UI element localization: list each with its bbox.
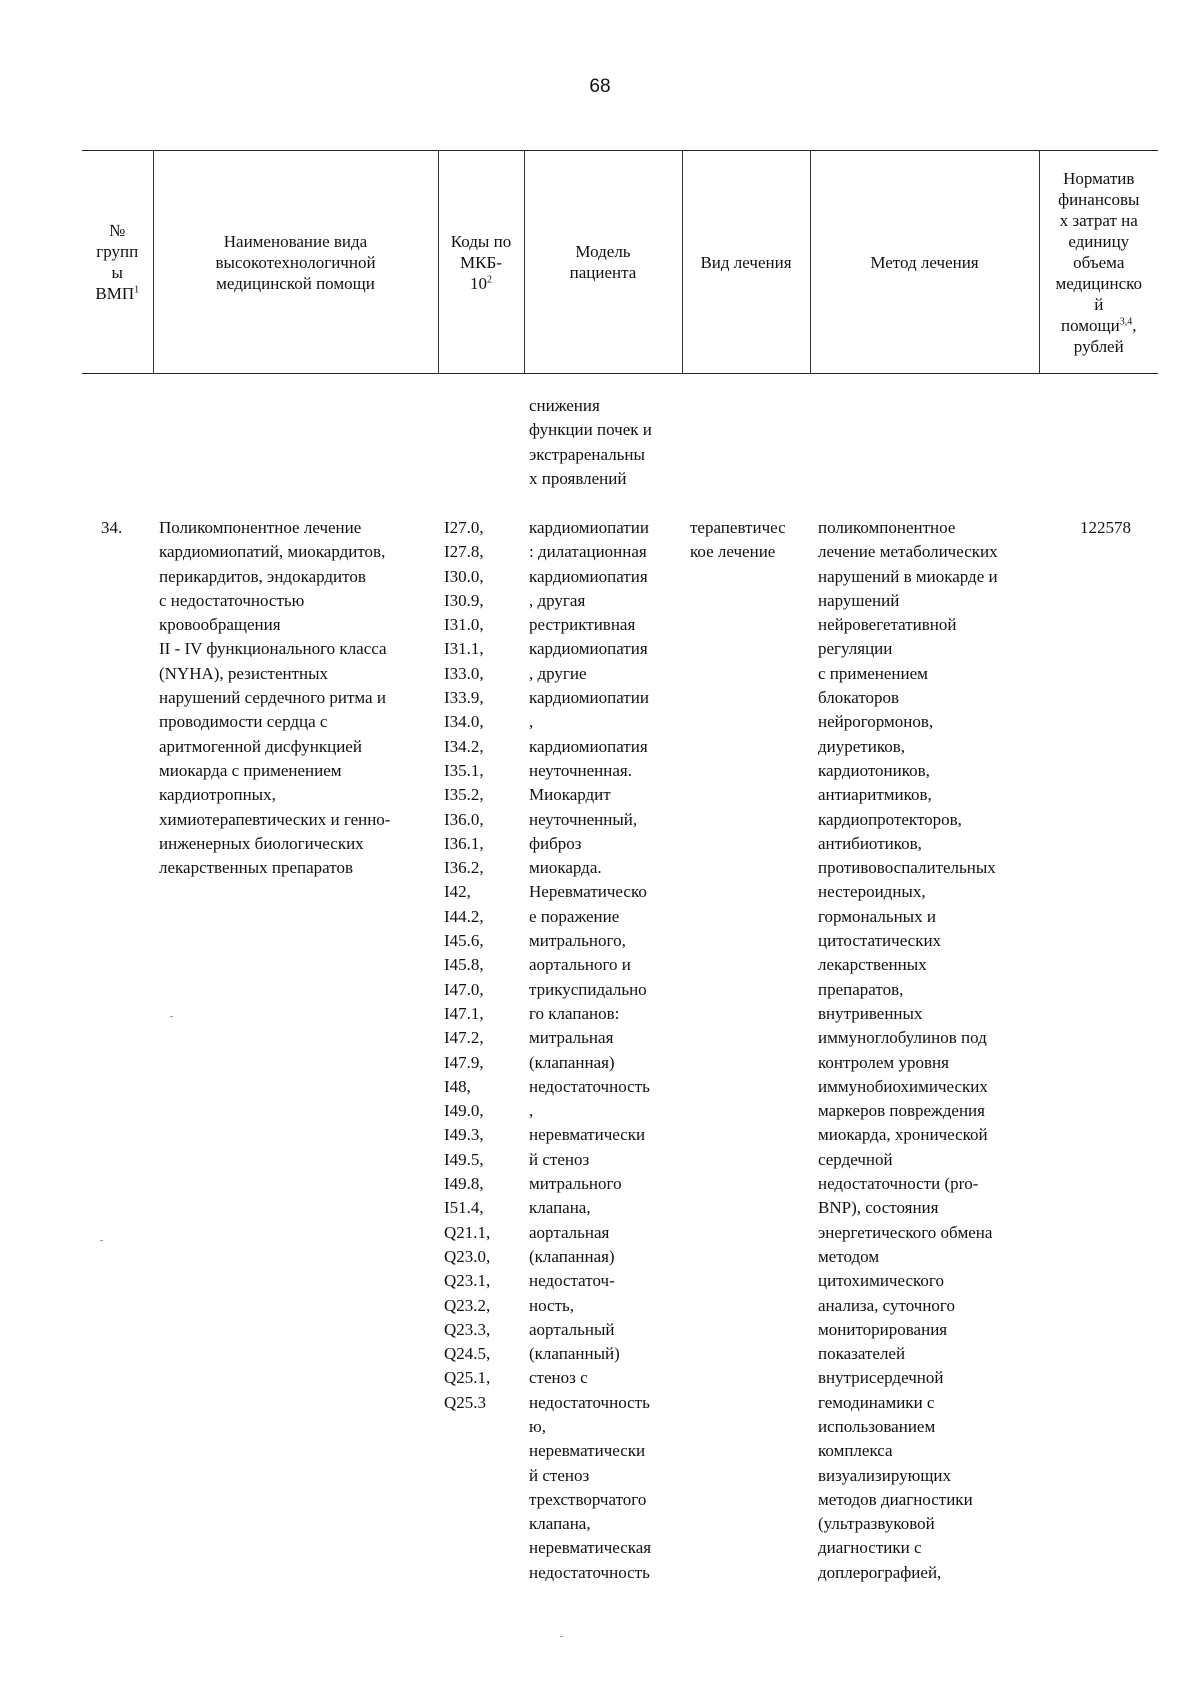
text-line: I45.8, xyxy=(444,955,484,975)
text-line: I36.0, xyxy=(444,809,484,829)
text-line: неревматически xyxy=(529,1125,646,1145)
text-line: I44.2, xyxy=(444,906,484,926)
text-line: Миокардит xyxy=(529,785,611,805)
text-line: трикуспидально xyxy=(529,979,647,999)
text-line: недостаточ- xyxy=(529,1271,615,1291)
text-line: маркеров повреждения xyxy=(818,1101,985,1121)
text-line: нарушений в миокарде и xyxy=(818,566,998,586)
text-line: I47.0, xyxy=(444,979,484,999)
text-line: I35.1, xyxy=(444,760,484,780)
text-line: недостаточность xyxy=(529,1392,650,1412)
row-treatment-type xyxy=(690,516,786,565)
text-line: Q23.0, xyxy=(444,1246,491,1266)
text-line: , другие xyxy=(529,663,587,683)
text-line: иммуноглобулинов под xyxy=(818,1028,987,1048)
text-line: кардиомиопатий, миокардитов, xyxy=(159,542,386,562)
text-line: I45.6, xyxy=(444,931,484,951)
text-line: (клапанная) xyxy=(529,1246,615,1266)
text-line: фиброз xyxy=(529,833,582,853)
row-care-name xyxy=(159,516,390,880)
text-line: гормональных и xyxy=(818,906,936,926)
text-line: ность, xyxy=(529,1295,574,1315)
row-financial-norm: 122578 xyxy=(1080,518,1131,537)
text-line: внутрисердечной xyxy=(818,1368,944,1388)
text-line: I27.8, xyxy=(444,542,484,562)
text-line: снижения xyxy=(529,396,600,415)
text-line: , xyxy=(529,712,534,732)
text-line: терапевтичес xyxy=(690,518,786,537)
text-line: диуретиков, xyxy=(818,736,905,756)
text-line: неревматически xyxy=(529,1441,646,1461)
text-line: препаратов, xyxy=(818,979,904,999)
text-line: II - IV функционального класса xyxy=(159,639,387,659)
text-line: нейрогормонов, xyxy=(818,712,934,732)
text-line: х проявлений xyxy=(529,468,627,488)
text-line: лекарственных препаратов xyxy=(159,858,354,878)
text-line: анализа, суточного xyxy=(818,1295,955,1315)
text-line: инженерных биологических xyxy=(159,833,364,853)
text-line: цитостатических xyxy=(818,931,942,951)
text-line: кардиопротекторов, xyxy=(818,809,962,829)
text-line: кардиомиопатия xyxy=(529,566,648,586)
text-line: Q21.1, xyxy=(444,1222,491,1242)
text-line: аортального и xyxy=(529,955,631,975)
text-line: го клапанов: xyxy=(529,1003,620,1023)
text-line: аортальный xyxy=(529,1319,615,1339)
text-line: кардиомиопатия xyxy=(529,736,648,756)
text-line: клапана, xyxy=(529,1514,591,1534)
text-line: миокарда. xyxy=(529,858,602,878)
text-line: лекарственных xyxy=(818,955,927,975)
text-line: I36.2, xyxy=(444,858,484,878)
scan-speck xyxy=(100,1240,103,1241)
text-line: кое лечение xyxy=(690,542,776,562)
text-line: I34.0, xyxy=(444,712,484,732)
text-line: е поражение xyxy=(529,906,620,926)
text-line: (клапанный) xyxy=(529,1344,620,1364)
row-treatment-method xyxy=(818,516,998,1585)
text-line: миокарда с применением xyxy=(159,760,342,780)
text-line: , xyxy=(529,1101,534,1121)
header-group-number: № групп ы ВМП$^1$ xyxy=(95,221,140,303)
text-line: й стеноз xyxy=(529,1465,590,1485)
text-line: недостаточности (pro- xyxy=(818,1174,979,1194)
text-line: функции почек и xyxy=(529,420,652,440)
text-line: митрального xyxy=(529,1174,622,1194)
text-line: Q23.1, xyxy=(444,1271,491,1291)
text-line: кардиомиопатии xyxy=(529,688,649,708)
text-line: диагностики с xyxy=(818,1538,922,1558)
text-line: кровообращения xyxy=(159,615,281,635)
text-line: контролем уровня xyxy=(818,1052,949,1072)
text-line: неревматическая xyxy=(529,1538,652,1558)
text-line: недостаточность xyxy=(529,1562,650,1582)
header-financial-norm: Норматив финансовы х затрат на единицу объема медицинско й помощи$^{3,4}$, рублей xyxy=(1039,151,1158,374)
text-line: : дилатационная xyxy=(529,542,647,562)
text-line: с недостаточностью xyxy=(159,590,305,610)
text-line: I47.2, xyxy=(444,1028,484,1048)
text-line: I49.8, xyxy=(444,1174,484,1194)
text-line: Q25.3 xyxy=(444,1392,487,1412)
text-line: внутривенных xyxy=(818,1003,923,1023)
text-line: митрального, xyxy=(529,931,626,951)
text-line: митральная xyxy=(529,1028,614,1048)
text-line: I27.0, xyxy=(444,518,484,537)
text-line: цитохимического xyxy=(818,1271,944,1291)
text-line: й стеноз xyxy=(529,1149,590,1169)
text-line: аритмогенной дисфункцией xyxy=(159,736,362,756)
text-line: (клапанная) xyxy=(529,1052,615,1072)
text-line: рестриктивная xyxy=(529,615,636,635)
header-patient-model: Модель пациента xyxy=(524,151,682,374)
row-icd-codes xyxy=(444,516,490,1415)
text-line: методом xyxy=(818,1246,880,1266)
text-line: I31.0, xyxy=(444,615,484,635)
text-line: экстраренальны xyxy=(529,444,645,464)
text-line: I33.9, xyxy=(444,688,484,708)
text-line: I30.9, xyxy=(444,590,484,610)
text-line: I47.9, xyxy=(444,1052,484,1072)
text-line: нарушений сердечного ритма и xyxy=(159,688,386,708)
text-line: Q23.3, xyxy=(444,1319,491,1339)
text-line: I42, xyxy=(444,882,471,902)
text-line: , другая xyxy=(529,590,586,610)
text-line: мониторирования xyxy=(818,1319,948,1339)
text-line: Поликомпонентное лечение xyxy=(159,518,362,537)
text-line: BNP), состояния xyxy=(818,1198,939,1218)
text-line: I47.1, xyxy=(444,1003,484,1023)
text-line: комплекса xyxy=(818,1441,893,1461)
row-patient-model xyxy=(529,516,651,1585)
text-line: I51.4, xyxy=(444,1198,484,1218)
text-line: I31.1, xyxy=(444,639,484,659)
text-line: сердечной xyxy=(818,1149,893,1169)
text-line: (ультразвуковой xyxy=(818,1514,935,1534)
text-line: Q24.5, xyxy=(444,1344,491,1364)
text-line: регуляции xyxy=(818,639,893,659)
page-number: 68 xyxy=(589,76,611,97)
continuation-text xyxy=(529,394,652,491)
header-treatment-type: Вид лечения xyxy=(682,151,810,374)
text-line: недостаточность xyxy=(529,1076,650,1096)
text-line: I34.2, xyxy=(444,736,484,756)
header-care-name: Наименование вида высокотехнологичной медицинской помощи xyxy=(153,151,438,374)
text-line: перикардитов, эндокардитов xyxy=(159,566,366,586)
text-line: гемодинамики с xyxy=(818,1392,935,1412)
text-line: I36.1, xyxy=(444,833,484,853)
text-line: стеноз с xyxy=(529,1368,588,1388)
text-line: трехстворчатого xyxy=(529,1489,647,1509)
text-line: антибиотиков, xyxy=(818,833,922,853)
text-line: проводимости сердца с xyxy=(159,712,328,732)
text-line: доплерографией, xyxy=(818,1562,942,1582)
text-line: клапана, xyxy=(529,1198,591,1218)
text-line: с применением xyxy=(818,663,928,683)
text-line: методов диагностики xyxy=(818,1489,973,1509)
text-line: антиаритмиков, xyxy=(818,785,932,805)
text-line: противовоспалительных xyxy=(818,858,996,878)
text-line: неуточненная. xyxy=(529,760,632,780)
text-line: Q25.1, xyxy=(444,1368,491,1388)
scan-speck xyxy=(170,1016,173,1017)
text-line: кардиотоников, xyxy=(818,760,930,780)
text-line: энергетического обмена xyxy=(818,1222,993,1242)
text-line: визуализирующих xyxy=(818,1465,952,1485)
text-line: блокаторов xyxy=(818,688,900,708)
header-treatment-method: Метод лечения xyxy=(810,151,1039,374)
text-line: I30.0, xyxy=(444,566,484,586)
text-line: поликомпонентное xyxy=(818,518,956,537)
text-line: Q23.2, xyxy=(444,1295,491,1315)
header-icd-codes: Коды по МКБ- $10^2$ xyxy=(438,151,524,374)
text-line: неуточненный, xyxy=(529,809,638,829)
text-line: ю, xyxy=(529,1416,546,1436)
text-line: использованием xyxy=(818,1416,936,1436)
text-line: нейровегетативной xyxy=(818,615,957,635)
text-line: Неревматическо xyxy=(529,882,647,902)
text-line: (NYHA), резистентных xyxy=(159,663,329,683)
row-number: 34. xyxy=(101,518,123,537)
text-line: I35.2, xyxy=(444,785,484,805)
text-line: I49.3, xyxy=(444,1125,484,1145)
text-line: I33.0, xyxy=(444,663,484,683)
text-line: лечение метаболических xyxy=(818,542,998,562)
text-line: химиотерапевтических и генно- xyxy=(159,809,391,829)
text-line: кардиотропных, xyxy=(159,785,276,805)
text-line: нестероидных, xyxy=(818,882,926,902)
text-line: показателей xyxy=(818,1344,906,1364)
text-line: I49.5, xyxy=(444,1149,484,1169)
table-header xyxy=(82,150,1158,374)
text-line: нарушений xyxy=(818,590,900,610)
text-line: миокарда, хронической xyxy=(818,1125,988,1145)
text-line: I48, xyxy=(444,1076,471,1096)
text-line: аортальная xyxy=(529,1222,610,1242)
text-line: I49.0, xyxy=(444,1101,484,1121)
text-line: кардиомиопатия xyxy=(529,639,648,659)
text-line: иммунобиохимических xyxy=(818,1076,988,1096)
text-line: кардиомиопатии xyxy=(529,518,649,537)
scan-speck xyxy=(560,1636,563,1637)
